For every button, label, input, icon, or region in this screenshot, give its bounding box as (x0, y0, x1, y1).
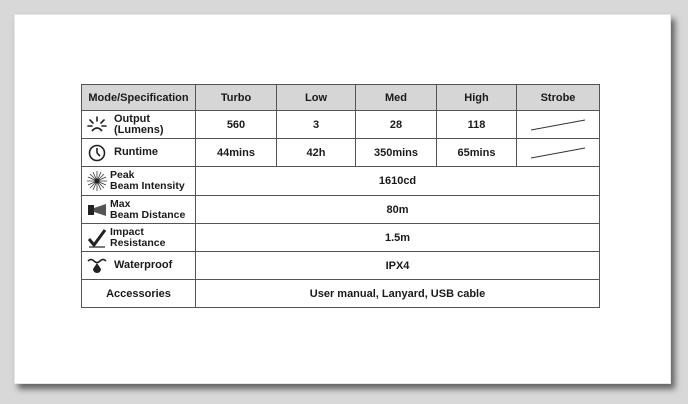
strobe-na-slash (528, 118, 588, 132)
accessories-row (82, 280, 600, 308)
header-spec: Mode/Specification (82, 85, 196, 111)
distance-label-line2: Beam Distance (110, 208, 186, 221)
output-spec-cell (82, 111, 196, 139)
max-distance-row (82, 196, 600, 224)
runtime-low: 42h (277, 139, 356, 167)
impact-row (82, 224, 600, 252)
output-high: 118 (437, 111, 517, 139)
runtime-row (82, 139, 600, 167)
target-burst-icon (86, 170, 108, 192)
water-drop-icon (86, 255, 108, 277)
distance-spec-cell (82, 196, 196, 224)
peak-label (110, 170, 185, 192)
output-med: 28 (356, 111, 437, 139)
peak-intensity-row (82, 167, 600, 196)
distance-label (110, 199, 185, 221)
header-turbo: Turbo (196, 85, 277, 111)
output-turbo: 560 (196, 111, 277, 139)
clock-icon (86, 142, 108, 164)
output-low: 3 (277, 111, 356, 139)
beam-distance-icon (86, 199, 108, 221)
spec-card (14, 14, 671, 384)
accessories-label: Accessories (82, 280, 196, 308)
output-row (82, 111, 600, 139)
max-distance-value: 80m (196, 196, 600, 224)
header-high: High (437, 85, 517, 111)
header-strobe: Strobe (517, 85, 600, 111)
runtime-high: 65mins (437, 139, 517, 167)
drop-check-icon (86, 227, 108, 249)
header-med: Med (356, 85, 437, 111)
peak-spec-cell (82, 167, 196, 196)
runtime-strobe (517, 139, 600, 167)
impact-label (110, 227, 165, 249)
sun-burst-icon (86, 114, 108, 136)
output-strobe (517, 111, 600, 139)
waterproof-row (82, 252, 600, 280)
runtime-label: Runtime (114, 146, 158, 158)
header-row (82, 85, 600, 111)
peak-label-line1: Peak (110, 169, 135, 181)
output-label: Output (Lumens) (114, 112, 164, 136)
peak-intensity-value: 1610cd (196, 167, 600, 196)
waterproof-spec-cell (82, 252, 196, 280)
impact-label-line2: Resistance (110, 236, 166, 249)
specification-table (81, 84, 600, 308)
peak-label-line2: Beam Intensity (110, 180, 185, 192)
runtime-med: 350mins (356, 139, 437, 167)
accessories-value: User manual, Lanyard, USB cable (196, 280, 600, 308)
strobe-na-slash (528, 146, 588, 160)
impact-label-line1: Impact (110, 225, 144, 238)
impact-value: 1.5m (196, 224, 600, 252)
header-low: Low (277, 85, 356, 111)
distance-label-line1: Max (110, 197, 131, 210)
impact-spec-cell (82, 224, 196, 252)
waterproof-value: IPX4 (196, 252, 600, 280)
runtime-turbo: 44mins (196, 139, 277, 167)
waterproof-label: Waterproof (114, 259, 173, 271)
runtime-spec-cell (82, 139, 196, 167)
